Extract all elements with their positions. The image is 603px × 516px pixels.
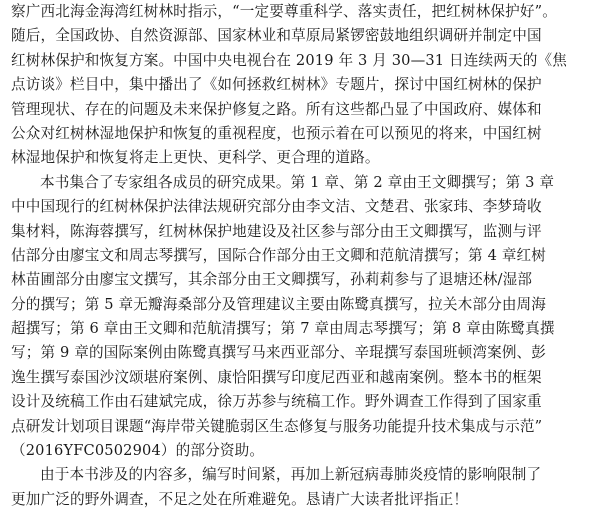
text-line: 集材料，陈海蓉撰写，红树林保护地建设及社区参与部分由王文卿撰写，监测与评	[11, 222, 542, 240]
text-line: 红树林保护和恢复方案。中国中央电视台在 2019 年 3 月 30—31 日连续两天的《焦	[11, 51, 567, 69]
text-line: 设计及统稿工作由石建斌完成，徐万苏参与统稿工作。野外调查工作得到了国家重	[11, 393, 542, 411]
text-line: 林苗圃部分由廖宝文撰写，其余部分由王文卿撰写，孙莉莉参与了退塘还林/湿部	[11, 271, 533, 289]
paragraph-2	[11, 171, 601, 464]
document-page	[11, 0, 601, 512]
paragraph-3	[11, 463, 601, 512]
text-line: 分的撰写；第 5 章无瓣海桑部分及管理建议主要由陈鹭真撰写，拉关木部分由周海	[11, 295, 547, 313]
text-line: 公众对红树林湿地保护和恢复的重视程度，也预示着在可以预见的将来，中国红树	[11, 124, 542, 142]
text-line: 察广西北海金海湾红树林时指示，“一定要尊重科学、落实责任，把红树林保护好”。	[11, 3, 557, 20]
text-line: 由于本书涉及的内容多，编写时间紧，再加上新冠病毒肺炎疫情的影响限制了	[40, 466, 542, 484]
text-line: 点访谈》栏目中，集中播出了《如何拯救红树林》专题片，探讨中国红树林的保护	[11, 76, 542, 94]
text-line: 估部分由廖宝文和周志琴撰写，国际合作部分由王文卿和范航清撰写；第 4 章红树	[11, 246, 547, 264]
text-line: 林湿地保护和恢复将走上更快、更科学、更合理的道路。	[11, 149, 380, 167]
text-line: 中中国现行的红树林保护法律法规研究部分由李文洁、文楚君、张家玮、李梦琦收	[11, 198, 542, 216]
text-line: 超撰写；第 6 章由王文卿和范航清撰写；第 7 章由周志琴撰写；第 8 章由陈鹭真撰	[11, 320, 555, 338]
text-line: 点研发计划项目课题“海岸带关键脆弱区生态修复与服务功能提升技术集成与示范”	[11, 417, 543, 435]
text-line: 写；第 9 章的国际案例由陈鹭真撰写马来西亚部分、辛琨撰写泰国班顿湾案例、彭	[11, 344, 547, 362]
text-line: 逸生撰写泰国沙汶颂堪府案例、康恰阳撰写印度尼西亚和越南案例。整本书的框架	[11, 368, 542, 386]
text-line: 随后，全国政协、自然资源部、国家林业和草原局紧锣密鼓地组织调研并制定中国	[11, 27, 542, 45]
text-line: 管理现状、存在的问题及未来保护修复之路。所有这些都凸显了中国政府、媒体和	[11, 100, 542, 118]
text-line: 本书集合了专家组各成员的研究成果。第 1 章、第 2 章由王文卿撰写；第 3 章	[40, 173, 555, 191]
text-line: （2016YFC0502904）的部分资助。	[11, 442, 265, 460]
text-line: 更加广泛的野外调查，不足之处在所难避免。恳请广大读者批评指正！	[11, 490, 469, 508]
paragraph-1	[11, 0, 601, 171]
